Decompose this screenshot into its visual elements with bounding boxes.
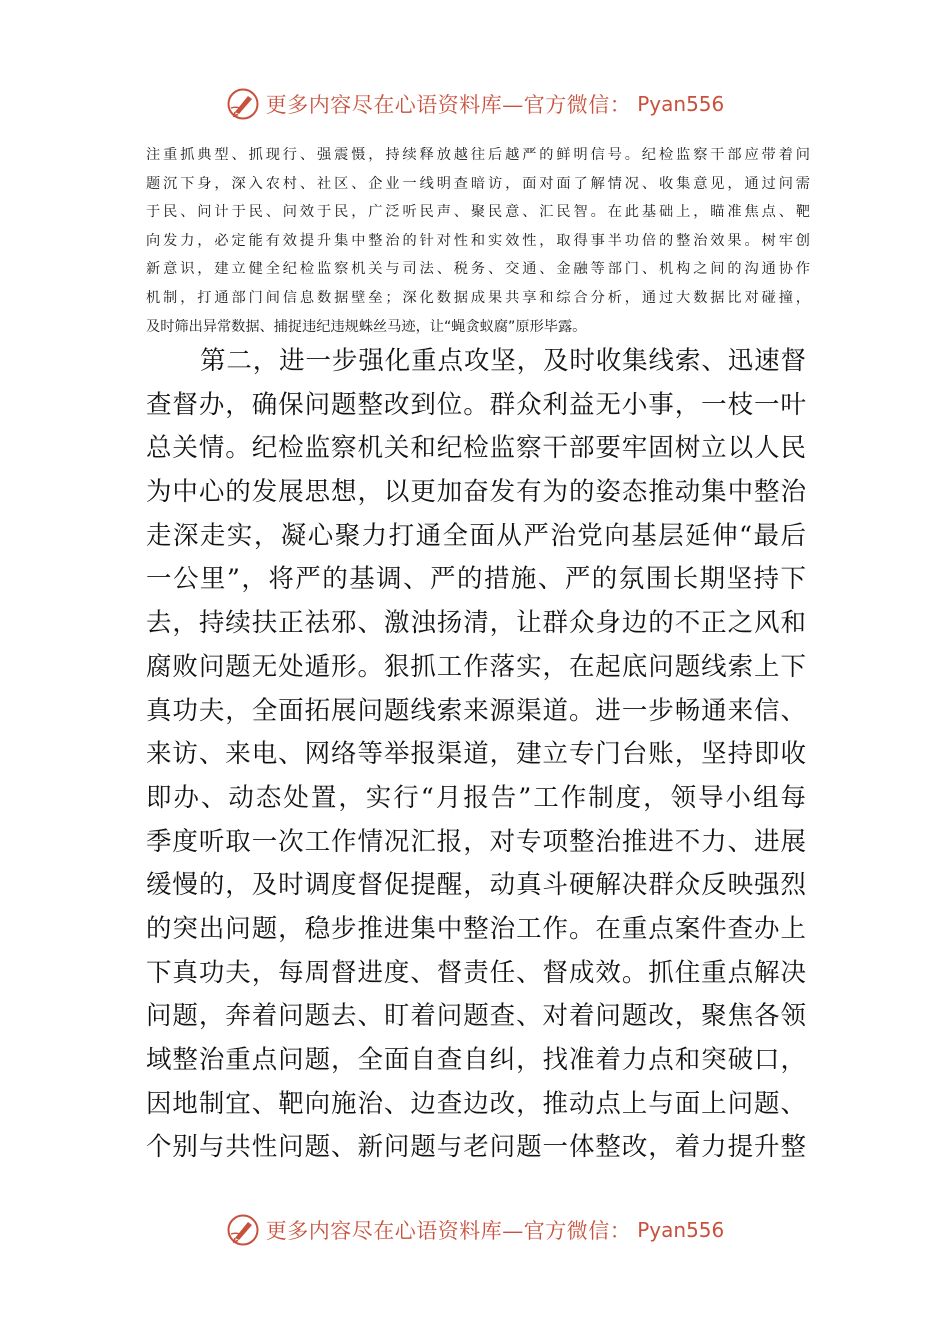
large-line: 即办、动态处置，实行“月报告”工作制度，领导小组每	[146, 782, 806, 813]
large-line: 问题，奔着问题去、盯着问题查、对着问题改，聚焦各领	[146, 1001, 806, 1032]
large-line: 来访、来电、网络等举报渠道，建立专门台账，坚持即收	[146, 739, 806, 770]
large-line: 域整治重点问题，全面自查自纠，找准着力点和突破口，	[146, 1045, 806, 1075]
large-line: 季度听取一次工作情况汇报，对专项整治推进不力、进展	[146, 826, 806, 857]
large-line: 一公里”，将严的基调、严的措施、严的氛围长期坚持下	[146, 564, 806, 595]
header-wechat-id: Pyan556	[637, 92, 725, 116]
large-line: 下真功夫，每周督进度、督责任、督成效。抓住重点解决	[146, 957, 806, 988]
large-line: 真功夫，全面拓展问题线索来源渠道。进一步畅通来信、	[146, 695, 806, 726]
small-paragraph	[146, 141, 810, 341]
large-line: 为中心的发展思想，以更加奋发有为的姿态推动集中整治	[146, 477, 806, 508]
large-line: 的突出问题，稳步推进集中整治工作。在重点案件查办上	[146, 913, 806, 944]
small-line: 机制，打通部门间信息数据壁垒；深化数据成果共享和综合分析，通过大数据比对碰撞，	[146, 289, 810, 306]
footer-banner	[0, 1210, 950, 1250]
large-line: 去，持续扶正祛邪、激浊扬清，让群众身边的不正之风和	[146, 608, 806, 639]
large-line: 第二，进一步强化重点攻坚，及时收集线索、迅速督	[200, 346, 806, 376]
header-banner	[0, 84, 950, 124]
large-line: 缓慢的，及时调度督促提醒，动真斗硬解决群众反映强烈	[146, 870, 806, 901]
footer-wechat-id: Pyan556	[637, 1218, 725, 1242]
large-line: 腐败问题无处遁形。狠抓工作落实，在起底问题线索上下	[146, 651, 806, 682]
large-line: 因地制宜、靶向施治、边查边改，推动点上与面上问题、	[146, 1088, 806, 1119]
pen-circle-logo-icon	[226, 87, 260, 121]
small-line: 于民、问计于民、问效于民，广泛听民声、聚民意、汇民智。在此基础上，瞄准焦点、靶	[146, 204, 810, 221]
pen-circle-logo-icon	[226, 1213, 260, 1247]
large-line: 个别与共性问题、新问题与老问题一体整改，着力提升整	[146, 1132, 806, 1163]
footer-banner-text: 更多内容尽在心语资料库—官方微信：	[265, 1219, 632, 1243]
small-line: 题沉下身，深入农村、社区、企业一线明查暗访，面对面了解情况、收集意见，通过问需	[146, 175, 810, 192]
small-line: 及时筛出异常数据、捕捉违纪违规蛛丝马迹，让“蝇贪蚁腐”原形毕露。	[146, 318, 587, 335]
large-line: 查督办，确保问题整改到位。群众利益无小事，一枝一叶	[146, 389, 806, 420]
small-line: 新意识，建立健全纪检监察机关与司法、税务、交通、金融等部门、机构之间的沟通协作	[146, 261, 810, 278]
large-line: 走深走实，凝心聚力打通全面从严治党向基层延伸“最后	[146, 520, 806, 551]
small-line: 向发力，必定能有效提升集中整治的针对性和实效性，取得事半功倍的整治效果。树牢创	[146, 232, 810, 249]
header-banner-text: 更多内容尽在心语资料库—官方微信：	[265, 93, 632, 117]
small-line: 注重抓典型、抓现行、强震慑，持续释放越往后越严的鲜明信号。纪检监察干部应带着问	[146, 147, 810, 163]
large-paragraph	[146, 340, 806, 1170]
large-line: 总关情。纪检监察机关和纪检监察干部要牢固树立以人民	[146, 433, 806, 464]
